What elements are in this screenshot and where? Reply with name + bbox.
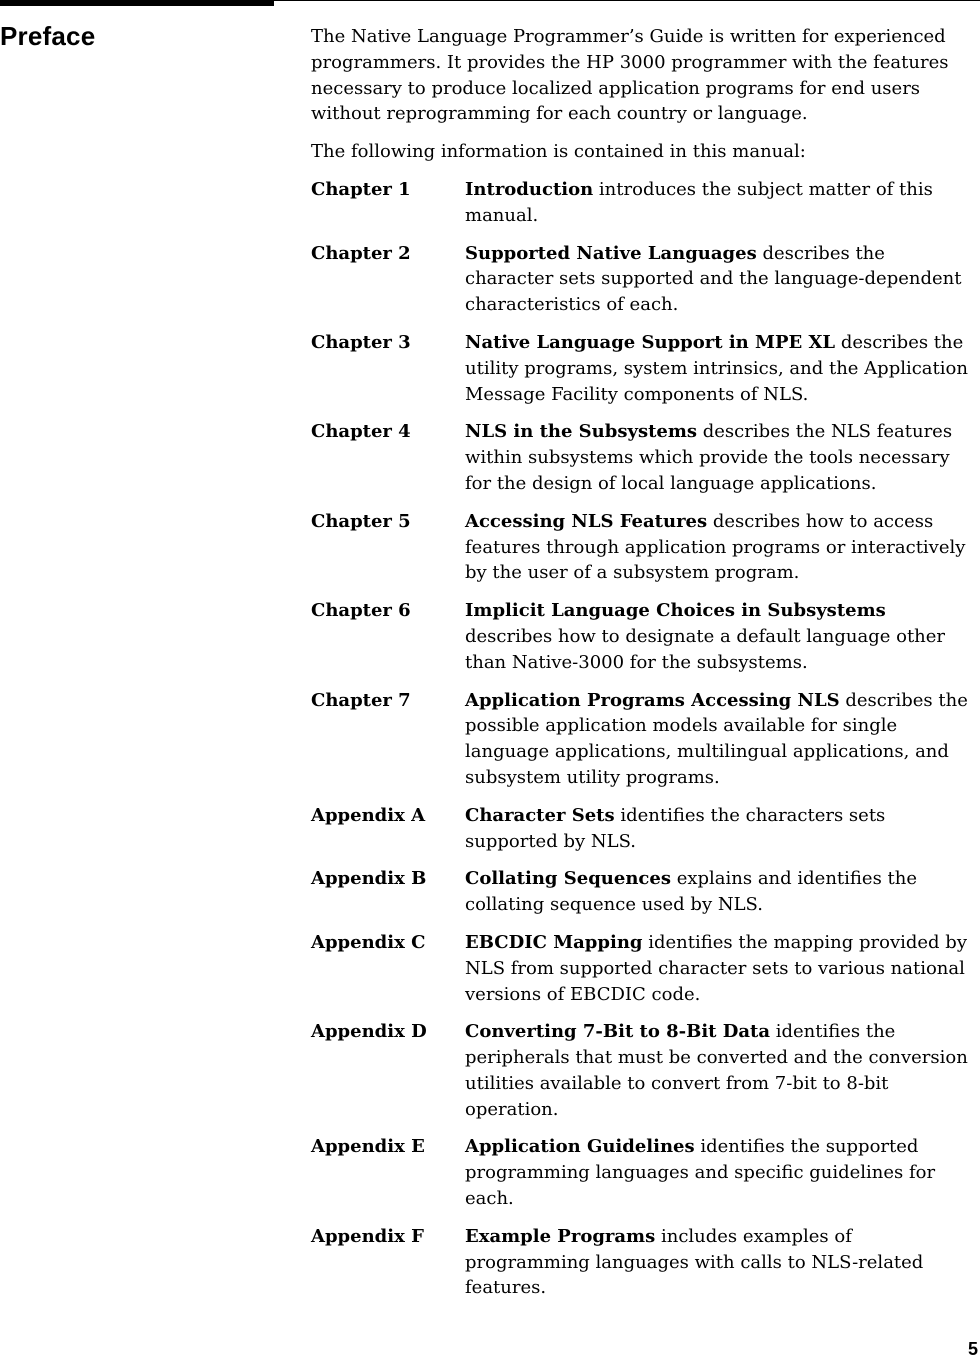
entry-label: Appendix D <box>311 1021 427 1043</box>
entry-title: Example Programs <box>465 1225 656 1247</box>
entry-description: describes the possible application models available for single language applications, multilingual applications, and subsystem utility programs. <box>465 689 968 788</box>
entry-text <box>465 330 975 407</box>
entry-description: identifies the mapping provided by NLS from supported character sets to various national versions of EBCDIC code. <box>465 931 967 1005</box>
entry-text <box>465 509 975 586</box>
entry-title: Introduction <box>465 178 594 200</box>
entry-label: Appendix F <box>311 1225 424 1247</box>
entry-label: Appendix A <box>311 804 426 826</box>
entry-title: Supported Native Languages <box>465 242 757 264</box>
entry-label: Chapter 4 <box>311 421 411 443</box>
entry-label: Chapter 1 <box>311 178 411 200</box>
contents-entry <box>311 1019 975 1122</box>
section-title: Preface <box>0 21 96 51</box>
contents-entry <box>311 930 975 1007</box>
entry-text <box>465 177 975 229</box>
contents-entry <box>311 688 975 791</box>
entry-title: EBCDIC Mapping <box>465 931 643 953</box>
contents-entry <box>311 330 975 407</box>
entry-description: explains and identifies the collating sequence used by NLS. <box>465 868 918 916</box>
contents-entry <box>311 803 975 855</box>
entry-text <box>465 598 975 675</box>
entry-text <box>465 1019 975 1122</box>
contents-entry <box>311 509 975 586</box>
entry-title: Accessing NLS Features <box>465 510 708 532</box>
entry-description: includes examples of programming languages with calls to NLS-related features. <box>465 1225 924 1299</box>
entry-title: Application Guidelines <box>465 1136 695 1158</box>
entry-text <box>465 803 975 855</box>
entry-label: Chapter 7 <box>311 689 411 711</box>
header-rule-thin <box>274 0 980 1</box>
contents-entry <box>311 177 975 229</box>
entry-title: Native Language Support in MPE XL <box>465 331 836 353</box>
entry-label: Chapter 6 <box>311 600 411 622</box>
entry-description: describes how to designate a default language other than Native-3000 for the subsystems. <box>465 625 946 673</box>
entry-description: describes the NLS features within subsystems which provide the tools necessary for the design of local language applications. <box>465 421 953 494</box>
entry-title: NLS in the Subsystems <box>465 421 698 443</box>
contents-entry <box>311 241 975 318</box>
entry-description: describes the utility programs, system intrinsics, and the Application Message Facility components of NLS. <box>465 331 968 405</box>
entry-text <box>465 930 975 1007</box>
contents-entry <box>311 866 975 918</box>
header-rule-thick <box>0 0 274 6</box>
entry-title: Application Programs Accessing NLS <box>465 689 840 711</box>
entry-text <box>465 1134 975 1211</box>
entry-label: Appendix B <box>311 868 427 890</box>
contents-entry <box>311 598 975 675</box>
entry-text <box>465 1224 975 1301</box>
entry-text <box>465 688 975 791</box>
entry-title: Character Sets <box>465 804 615 826</box>
entry-label: Chapter 5 <box>311 510 411 532</box>
entry-title: Converting 7-Bit to 8-Bit Data <box>465 1021 770 1043</box>
entry-text <box>465 241 975 318</box>
preface-body <box>311 24 975 1313</box>
entry-text <box>465 419 975 496</box>
entry-description: introduces the subject matter of this manual. <box>465 178 933 226</box>
entry-label: Chapter 2 <box>311 242 411 264</box>
entry-description: describes the character sets supported and the language-dependent characteristics of each. <box>465 242 962 316</box>
entry-text <box>465 866 975 918</box>
entry-title: Implicit Language Choices in Subsystems <box>465 600 886 622</box>
intro-paragraph: The Native Language Programmer’s Guide is written for experienced programmers. It provides the HP 3000 programmer with the features necessary to produce localized application programs for end users without reprogramming for each country or language. <box>311 26 949 125</box>
contents-entry <box>311 1224 975 1301</box>
entry-description: describes how to access features through application programs or interactively by the user of a subsystem program. <box>465 510 966 584</box>
contents-lead-in: The following information is contained in this manual: <box>311 141 806 163</box>
entry-description: identifies the characters sets supported by NLS. <box>465 804 886 852</box>
page-number: 5 <box>967 1339 978 1359</box>
entry-description: identifies the peripherals that must be converted and the conversion utilities available to convert from 7-bit to 8-bit operation. <box>465 1021 968 1120</box>
contents-entry <box>311 1134 975 1211</box>
entry-label: Appendix C <box>311 931 426 953</box>
entry-label: Chapter 3 <box>311 331 411 353</box>
contents-entry <box>311 419 975 496</box>
entry-description: identifies the supported programming languages and specific guidelines for each. <box>465 1136 936 1210</box>
entry-title: Collating Sequences <box>465 868 671 890</box>
entry-label: Appendix E <box>311 1136 425 1158</box>
